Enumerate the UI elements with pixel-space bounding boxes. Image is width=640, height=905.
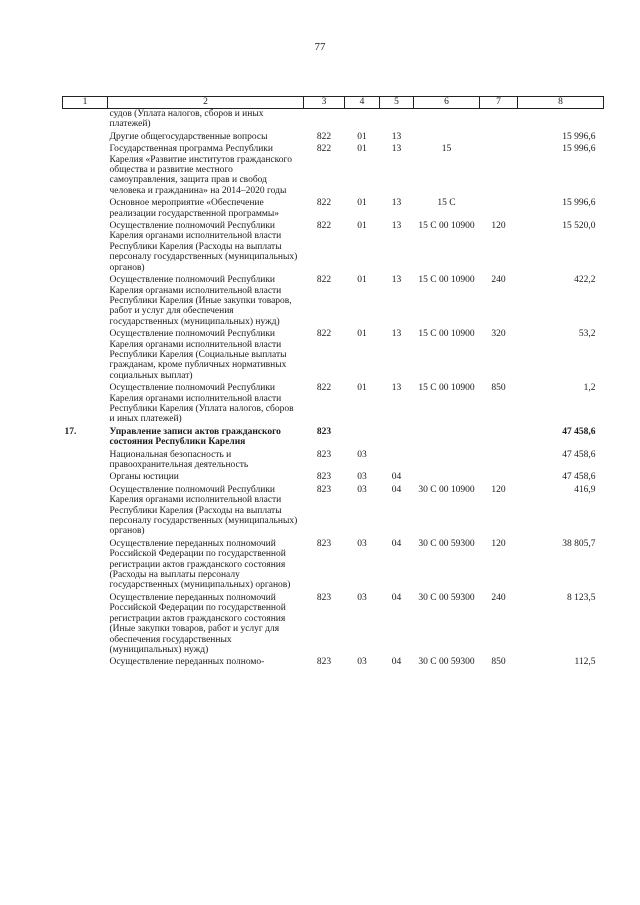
section-code-cell: 01 (357, 221, 367, 232)
ministry-code-cell: 822 (316, 329, 332, 340)
table-row (63, 130, 604, 142)
section-code-cell: 01 (357, 383, 367, 394)
row-number-cell (63, 591, 108, 655)
target-article-cell: 15 (441, 144, 452, 155)
row-number-cell (63, 483, 108, 537)
ministry-code-cell (304, 109, 345, 130)
table-row (63, 537, 604, 591)
table-row (63, 196, 604, 219)
column-number-row (63, 97, 604, 109)
item-name-cell: Осуществление полномочий Республики Карелия органами исполнительной власти Республики Карелия (Иные закупки товаров, работ и услуг для обеспечения государственных (муниципальных) нужд) (109, 275, 292, 327)
amount-cell: 422,2 (574, 275, 596, 286)
amount-cell: 1,2 (583, 383, 596, 394)
amount-cell: 47 458,6 (562, 449, 596, 460)
section-code-cell (345, 109, 380, 130)
row-number-cell (63, 448, 108, 471)
column-number: 1 (63, 97, 108, 109)
ministry-code-cell: 823 (316, 449, 332, 460)
target-article-cell (414, 448, 480, 471)
amount-cell: 15 996,6 (562, 198, 596, 209)
page-number: 77 (314, 41, 326, 53)
section-code-cell: 03 (357, 472, 367, 483)
row-number-cell (63, 130, 108, 142)
target-article-cell: 15 С 00 10900 (418, 221, 475, 232)
item-name-cell: Осуществление переданных полномочий Российской Федерации по государственной регистрации актов гражданского состояния (Расходы на выплаты персоналу государственных (муниципальных) органов) (109, 538, 291, 591)
item-name-cell: Осуществление переданных полномо- (109, 657, 265, 668)
table-row (63, 327, 604, 381)
table-row (63, 591, 604, 655)
section-code-cell: 03 (357, 538, 367, 549)
ministry-code-cell: 823 (316, 657, 332, 668)
column-number: 6 (414, 97, 480, 109)
section-code-cell: 01 (357, 144, 367, 155)
amount-cell (518, 109, 604, 130)
subsection-code-cell: 04 (391, 472, 402, 483)
subsection-code-cell: 13 (391, 144, 402, 155)
amount-cell: 112,5 (574, 657, 596, 668)
subsection-code-cell: 13 (391, 275, 402, 286)
column-number: 7 (480, 97, 518, 109)
expense-type-cell: 240 (491, 592, 506, 603)
row-number-cell (63, 327, 108, 381)
amount-cell: 416,9 (574, 484, 596, 495)
target-article-cell: 30 С 00 10900 (418, 484, 475, 495)
row-number-cell (63, 273, 108, 327)
expense-type-cell (480, 470, 518, 482)
expense-type-cell: 320 (491, 329, 506, 340)
target-article-cell (414, 470, 480, 482)
table-body (63, 109, 604, 668)
expense-type-cell: 120 (491, 221, 506, 232)
section-code-cell: 03 (357, 657, 367, 668)
amount-cell: 53,2 (578, 329, 596, 340)
target-article-cell: 30 С 00 59300 (418, 657, 475, 668)
ministry-code-cell: 823 (316, 592, 332, 603)
target-article-cell: 15 С 00 10900 (418, 383, 475, 394)
table-row (63, 273, 604, 327)
row-number-cell (63, 381, 108, 425)
ministry-code-cell: 822 (316, 198, 332, 209)
ministry-code-cell: 823 (316, 472, 332, 483)
row-number-cell: 17. (64, 426, 77, 437)
subsection-code-cell: 04 (391, 657, 402, 668)
table-row (63, 142, 604, 196)
row-number-cell (63, 470, 108, 482)
column-number: 4 (345, 97, 380, 109)
amount-cell: 47 458,6 (562, 426, 596, 437)
subsection-code-cell: 13 (391, 221, 402, 232)
section-code-cell: 03 (357, 449, 367, 460)
table-row (63, 448, 604, 471)
subsection-code-cell: 04 (391, 538, 402, 549)
column-number: 3 (304, 97, 345, 109)
section-code-cell: 01 (357, 329, 367, 340)
item-name-cell: Национальная безопасность и правоохранительная деятельность (109, 449, 249, 470)
subsection-code-cell (380, 425, 414, 448)
target-article-cell (414, 425, 480, 448)
amount-cell: 15 996,6 (562, 131, 596, 142)
section-code-cell: 01 (357, 131, 367, 142)
row-number-cell (63, 219, 108, 273)
item-name-cell: Управление записи актов гражданского состояния Республики Карелия (109, 426, 281, 448)
ministry-code-cell: 822 (316, 144, 332, 155)
item-name-cell: Органы юстиции (109, 472, 179, 483)
column-number: 8 (518, 97, 604, 109)
subsection-code-cell: 04 (391, 592, 402, 603)
target-article-cell: 15 С 00 10900 (418, 275, 475, 286)
subsection-code-cell: 13 (391, 131, 402, 142)
ministry-code-cell: 823 (316, 484, 332, 495)
row-number-cell (63, 142, 108, 196)
item-name-cell: Осуществление полномочий Республики Карелия органами исполнительной власти Республики Карелия (Расходы на выплаты персоналу государственных (муниципальных) органов) (109, 484, 298, 537)
table-row (63, 470, 604, 482)
column-number: 5 (380, 97, 414, 109)
ministry-code-cell: 823 (316, 426, 332, 437)
amount-cell: 47 458,6 (562, 472, 596, 483)
expense-type-cell (480, 448, 518, 471)
ministry-code-cell: 822 (316, 275, 332, 286)
row-number-cell (63, 196, 108, 219)
subsection-code-cell (380, 109, 414, 130)
item-name-cell: Осуществление переданных полномочий Российской Федерации по государственной регистрации актов гражданского состояния (Иные закупки товаров, работ и услуг для обеспечения государственных (муниципальных) нужд) (109, 592, 286, 655)
item-name-cell: Осуществление полномочий Республики Карелия органами исполнительной власти Республики Карелия (Социальные выплаты гражданам, кроме публичных нормативных социальных выплат) (109, 329, 287, 381)
item-name-cell: Государственная программа Республики Карелия «Развитие институтов гражданского общества и развитие местного самоуправления, защита прав и свобод человека и гражданина» на 2014–2020 годы (109, 144, 292, 196)
column-number: 2 (108, 97, 304, 109)
expense-type-cell: 850 (491, 383, 506, 394)
row-number-cell (63, 109, 108, 130)
amount-cell: 15 996,6 (562, 144, 596, 155)
expense-type-cell: 240 (491, 275, 506, 286)
subsection-code-cell: 13 (391, 198, 402, 209)
subsection-code-cell (380, 448, 414, 471)
target-article-cell: 30 С 00 59300 (418, 592, 475, 603)
subsection-code-cell: 13 (391, 329, 402, 340)
budget-table (62, 96, 604, 668)
table-row (63, 219, 604, 273)
target-article-cell: 15 С (437, 198, 456, 209)
amount-cell: 38 805,7 (562, 538, 596, 549)
expense-type-cell: 850 (491, 657, 506, 668)
table-row (63, 483, 604, 537)
amount-cell: 8 123,5 (567, 592, 596, 603)
subsection-code-cell: 13 (391, 383, 402, 394)
expense-type-cell (480, 196, 518, 219)
ministry-code-cell: 822 (316, 131, 332, 142)
expense-type-cell: 120 (491, 538, 506, 549)
target-article-cell: 15 С 00 10900 (418, 329, 475, 340)
expense-type-cell (480, 425, 518, 448)
target-article-cell: 30 С 00 59300 (418, 538, 475, 549)
item-name-cell: Другие общегосударственные вопросы (109, 131, 268, 142)
section-code-cell: 01 (357, 198, 367, 209)
section-code-cell (345, 425, 380, 448)
target-article-cell (414, 130, 480, 142)
item-name-cell: Осуществление полномочий Республики Карелия органами исполнительной власти Республики Карелия (Уплата налогов, сборов и иных платежей) (109, 383, 294, 425)
table-row (63, 425, 604, 448)
section-code-cell: 03 (357, 592, 367, 603)
section-code-cell: 01 (357, 275, 367, 286)
expense-type-cell (480, 109, 518, 130)
row-number-cell (63, 537, 108, 591)
row-number-cell (63, 655, 108, 667)
expense-type-cell (480, 142, 518, 196)
ministry-code-cell: 822 (316, 221, 332, 232)
ministry-code-cell: 823 (316, 538, 332, 549)
table-row (63, 655, 604, 667)
item-name-cell: Основное мероприятие «Обеспечение реализации государственной программы» (109, 198, 279, 219)
target-article-cell (414, 109, 480, 130)
expense-type-cell (480, 130, 518, 142)
table-row (63, 109, 604, 130)
section-code-cell: 03 (357, 484, 367, 495)
table-row (63, 381, 604, 425)
item-name-cell: Осуществление полномочий Республики Карелия органами исполнительной власти Республики Карелия (Расходы на выплаты персоналу государственных (муниципальных) органов) (109, 221, 298, 273)
subsection-code-cell: 04 (391, 484, 402, 495)
expense-type-cell: 120 (491, 484, 506, 495)
item-name-cell: судов (Уплата налогов, сборов и иных платежей) (109, 109, 264, 130)
amount-cell: 15 520,0 (562, 221, 596, 232)
ministry-code-cell: 822 (316, 383, 332, 394)
